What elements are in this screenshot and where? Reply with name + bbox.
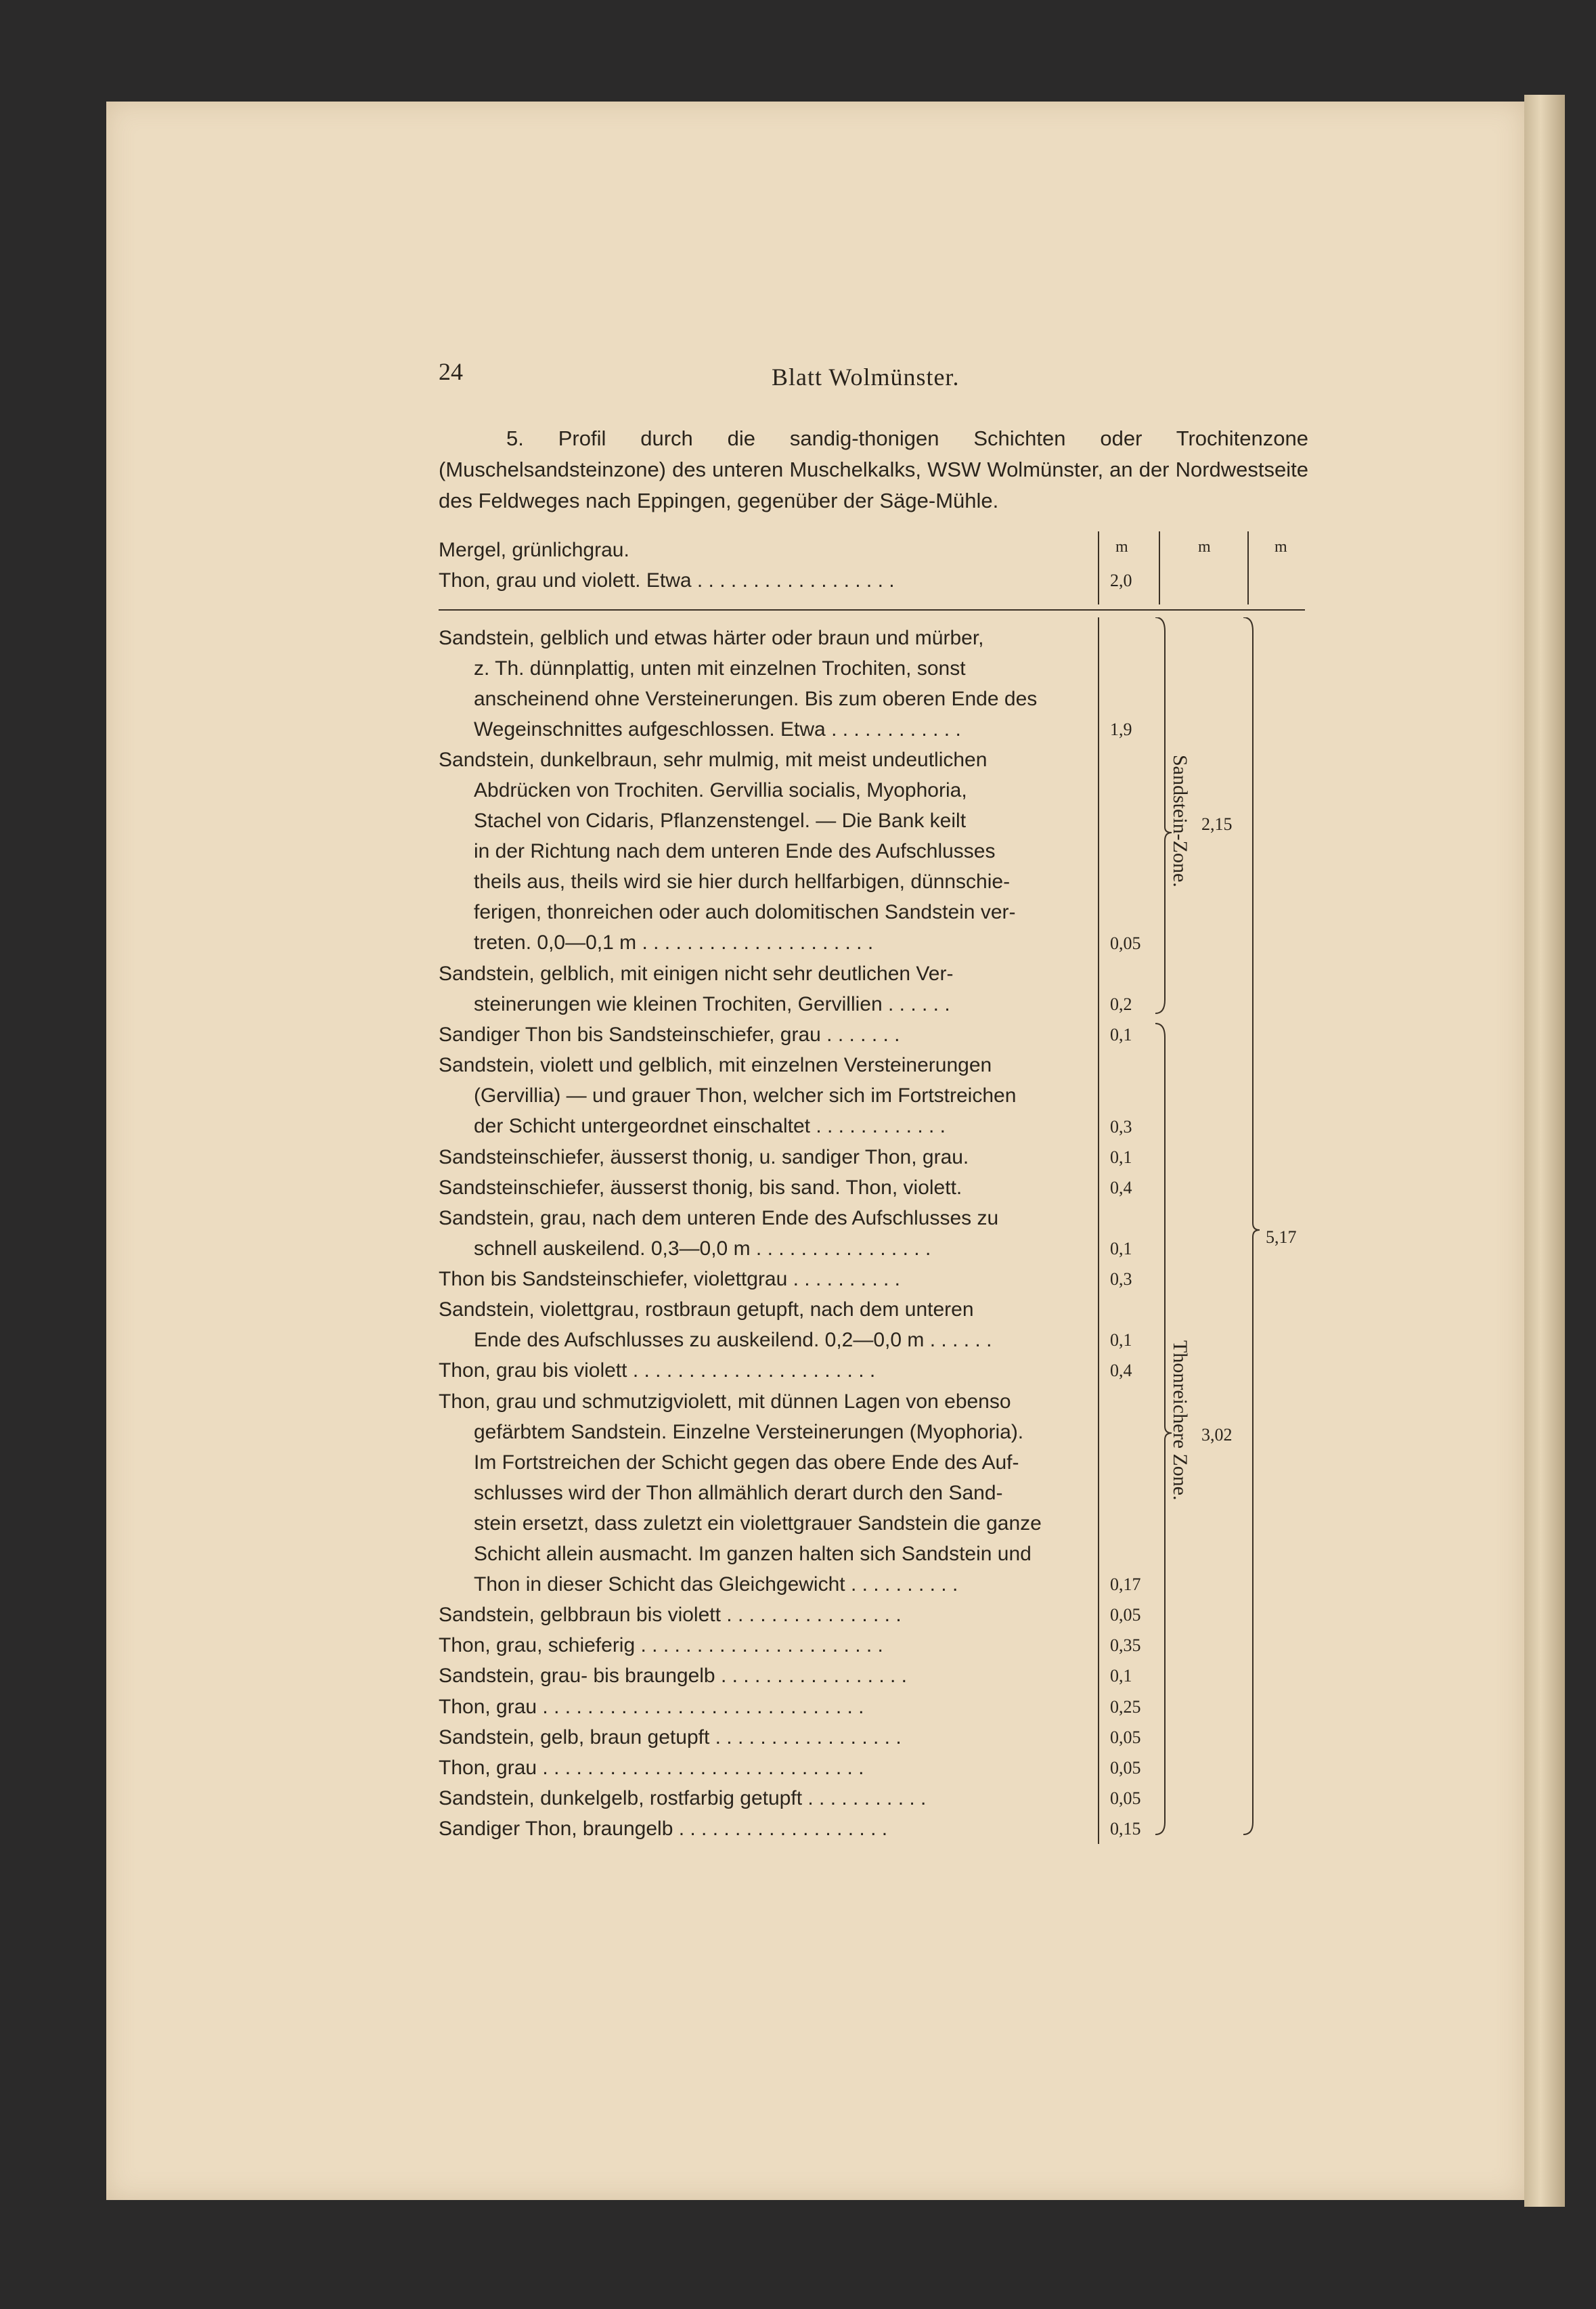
row-thickness-value: 0,1 [1110, 1666, 1132, 1686]
row-thickness-value: 0,25 [1110, 1696, 1141, 1717]
top-rule-1 [1098, 531, 1099, 604]
row-thickness-value: 0,05 [1110, 1727, 1141, 1747]
profile-intro [439, 423, 1308, 516]
row-text-line: treten. 0,0—0,1 m . . . . . . . . . . . . . . . . . . . . . [474, 931, 874, 954]
row-text-line: Im Fortstreichen der Schicht gegen das obere Ende des Auf- [474, 1451, 1019, 1474]
table-row [439, 1172, 1082, 1203]
table-row [439, 1661, 1082, 1691]
row-thickness-value: 0,1 [1110, 1330, 1132, 1350]
row-text-line: Thon, grau bis violett . . . . . . . . . . . . . . . . . . . . . . [439, 1359, 876, 1382]
row-text-line: Sandstein, gelbbraun bis violett . . . . . . . . . . . . . . . . [439, 1604, 902, 1627]
column-head-2: m [1198, 538, 1211, 556]
row-thickness-value: 0,2 [1110, 994, 1132, 1015]
facing-page-edge [1524, 95, 1565, 2207]
table-row [439, 1203, 1082, 1264]
table-row [439, 1722, 1082, 1753]
top-rule-3 [1247, 531, 1249, 604]
row-text-line: Thon, grau . . . . . . . . . . . . . . . . . . . . . . . . . . . . . [439, 1695, 864, 1718]
row-text-line: Wegeinschnittes aufgeschlossen. Etwa . . . . . . . . . . . . [474, 718, 961, 741]
row-text-line: Schicht allein ausmacht. Im ganzen halten sich Sandstein und [474, 1542, 1032, 1565]
row-text-line: schnell auskeilend. 0,3—0,0 m . . . . . . . . . . . . . . . . [474, 1237, 931, 1260]
table-row [439, 1813, 1082, 1844]
row-thickness-value: 0,3 [1110, 1116, 1132, 1137]
row-text-line: Sandstein, violettgrau, rostbraun getupft, nach dem unteren [439, 1298, 974, 1321]
table-row [439, 1355, 1082, 1386]
zone-total-sandstein: 2,15 [1201, 814, 1233, 834]
table-row [439, 959, 1082, 1019]
page-number: 24 [439, 358, 463, 385]
row-thickness-value: 0,4 [1110, 1361, 1132, 1381]
row-text-line: Abdrücken von Trochiten. Gervillia socialis, Myophoria, [474, 779, 967, 802]
row-text-line: Sandstein, gelblich und etwas härter oder braun und mürber, [439, 627, 984, 649]
row-text-line: (Gervillia) — und grauer Thon, welcher sich im Fortstreichen [474, 1084, 1017, 1107]
row-text-line: Sandstein, grau- bis braungelb . . . . . . . . . . . . . . . . . [439, 1665, 907, 1688]
row-text-line: Mergel, grünlichgrau. [439, 539, 629, 561]
row-text-line: gefärbtem Sandstein. Einzelne Versteinerungen (Myophoria). [474, 1420, 1024, 1443]
column-head-1: m [1115, 538, 1128, 556]
table-separator [439, 609, 1305, 611]
row-thickness-value: 0,05 [1110, 933, 1141, 953]
row-text-line: ferigen, thonreichen oder auch dolomitischen Sandstein ver- [474, 901, 1016, 924]
row-thickness-value: 0,3 [1110, 1269, 1132, 1290]
row-text-line: der Schicht untergeordnet einschaltet . . . . . . . . . . . . [474, 1115, 946, 1138]
table-row [439, 1386, 1082, 1600]
row-thickness-value: 0,05 [1110, 1757, 1141, 1778]
row-text-line: Sandstein, grau, nach dem unteren Ende des Aufschlusses zu [439, 1206, 999, 1229]
row-text-line: z. Th. dünnplattig, unten mit einzelnen Trochiten, sonst [474, 657, 966, 680]
row-thickness-value: 0,1 [1110, 1025, 1132, 1045]
row-text-line: Sandstein, dunkelbraun, sehr mulmig, mit meist undeutlichen [439, 749, 988, 772]
table-row [439, 1264, 1082, 1294]
top-rule-2 [1159, 531, 1160, 604]
row-text-line: stein ersetzt, dass zuletzt ein violettgrauer Sandstein die ganze [474, 1512, 1042, 1535]
table-row [439, 1692, 1082, 1722]
table-row [439, 1783, 1082, 1813]
row-thickness-value: 0,35 [1110, 1635, 1141, 1656]
row-text-line: Thon, grau und schmutzigviolett, mit dünnen Lagen von ebenso [439, 1390, 1011, 1413]
table-row [439, 1753, 1082, 1783]
row-text-line: Sandsteinschiefer, äusserst thonig, bis sand. Thon, violett. [439, 1176, 962, 1199]
total-brace [1242, 617, 1262, 1836]
table-row [439, 565, 1082, 596]
row-thickness-value: 0,1 [1110, 1239, 1132, 1258]
row-text-line: theils aus, theils wird sie hier durch hellfarbigen, dünnschie- [474, 871, 1011, 894]
row-text-line: Sandstein, violett und gelblich, mit einzelnen Versteinerungen [439, 1054, 992, 1077]
profile-intro-text: 5. Profil durch die sandig-thonigen Schichten oder Trochitenzone (Muschelsandsteinzone) des unteren Muschelkalks, WSW Wolmünster, an der Nordwestseite des Feldweges nach Eppingen, gegenüber der Säge-Mühle. [439, 426, 1308, 512]
row-text-line: Thon, grau . . . . . . . . . . . . . . . . . . . . . . . . . . . . . [439, 1756, 864, 1779]
table-row [439, 1630, 1082, 1661]
table-row [439, 745, 1082, 958]
row-thickness-value: 0,15 [1110, 1818, 1141, 1839]
table-row [439, 623, 1082, 745]
row-thickness-value: 0,1 [1110, 1147, 1132, 1167]
row-text-line: Sandiger Thon bis Sandsteinschiefer, grau . . . . . . . [439, 1024, 900, 1047]
table-row [439, 535, 1082, 565]
row-thickness-value: 2,0 [1110, 571, 1132, 590]
page-title: Blatt Wolmünster. [772, 364, 960, 391]
row-text-line: Sandsteinschiefer, äusserst thonig, u. sandiger Thon, grau. [439, 1145, 969, 1168]
table-row [439, 1050, 1082, 1141]
table-row [439, 1019, 1082, 1050]
row-text-line: Sandstein, gelb, braun getupft . . . . . . . . . . . . . . . . . [439, 1725, 902, 1749]
row-thickness-value: 1,9 [1110, 720, 1132, 740]
row-text-line: Stachel von Cidaris, Pflanzenstengel. — Die Bank keilt [474, 810, 967, 833]
row-text-line: Thon, grau, schieferig . . . . . . . . . . . . . . . . . . . . . . [439, 1634, 883, 1657]
row-text-line: Thon bis Sandsteinschiefer, violettgrau . . . . . . . . . . [439, 1268, 901, 1291]
table-row [439, 1600, 1082, 1630]
row-text-line: Sandstein, gelblich, mit einigen nicht sehr deutlichen Ver- [439, 963, 954, 986]
row-text-line: Ende des Aufschlusses zu auskeilend. 0,2—0,0 m . . . . . . [474, 1329, 992, 1352]
value-column-rule [1098, 617, 1099, 1844]
grand-total: 5,17 [1266, 1227, 1297, 1247]
grand-total-brace [1243, 617, 1260, 1834]
row-text-line: Sandiger Thon, braungelb . . . . . . . . . . . . . . . . . . . [439, 1817, 888, 1840]
zone-label-thonreichere: Thonreichere Zone. [1169, 1340, 1191, 1501]
table-row [439, 1142, 1082, 1172]
row-thickness-value: 0,05 [1110, 1605, 1141, 1625]
row-thickness-value: 0,17 [1110, 1575, 1141, 1595]
row-text-line: steinerungen wie kleinen Trochiten, Gervillien . . . . . . [474, 993, 950, 1016]
row-thickness-value: 0,4 [1110, 1177, 1132, 1197]
row-text-line: schlusses wird der Thon allmählich derart durch den Sand- [474, 1481, 1003, 1504]
zone-total-thonreichere: 3,02 [1201, 1425, 1233, 1445]
column-head-3: m [1274, 538, 1287, 556]
row-text-line: Thon in dieser Schicht das Gleichgewicht . . . . . . . . . . [474, 1573, 958, 1596]
zone-label-sandstein: Sandstein-Zone. [1169, 755, 1191, 887]
row-text-line: Thon, grau und violett. Etwa . . . . . . . . . . . . . . . . . . [439, 569, 895, 592]
row-thickness-value: 0,05 [1110, 1788, 1141, 1808]
row-text-line: Sandstein, dunkelgelb, rostfarbig getupft . . . . . . . . . . . [439, 1786, 927, 1809]
row-text-line: anscheinend ohne Versteinerungen. Bis zum oberen Ende des [474, 688, 1038, 710]
row-text-line: in der Richtung nach dem unteren Ende des Aufschlusses [474, 840, 996, 863]
table-row [439, 1294, 1082, 1355]
